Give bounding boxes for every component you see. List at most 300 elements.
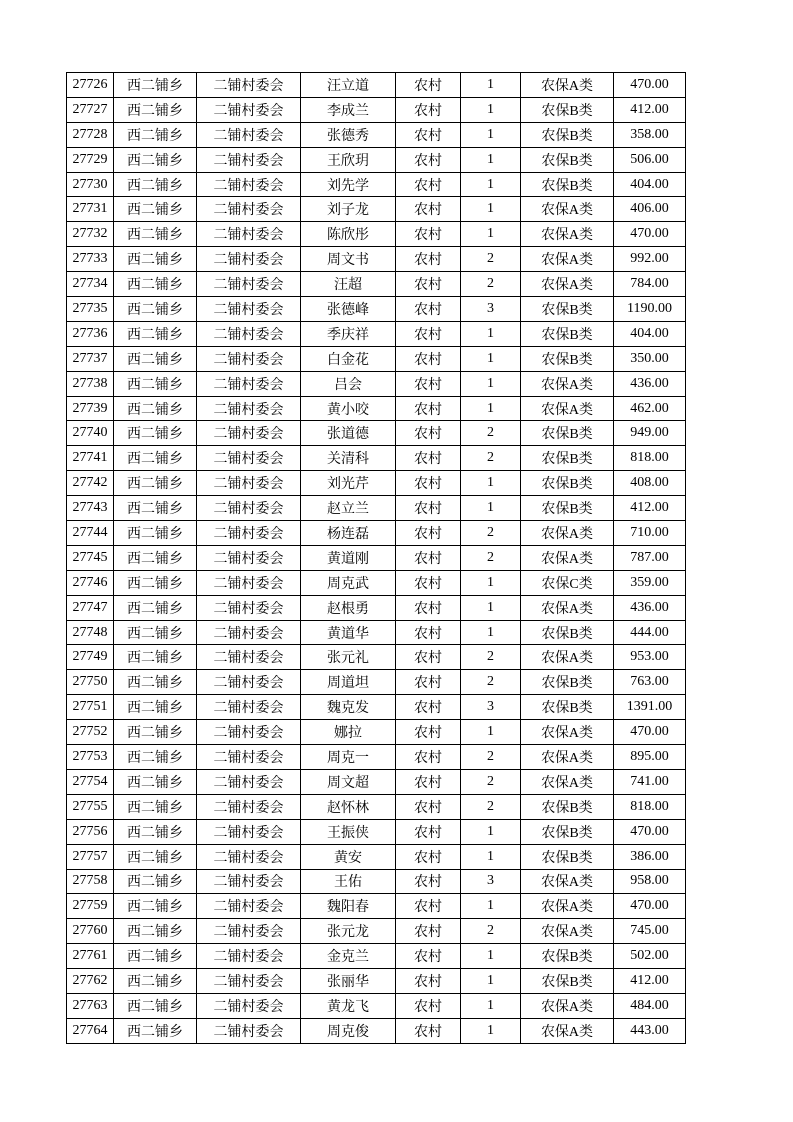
table-row <box>67 521 686 546</box>
cell-village-committee: 二铺村委会 <box>197 745 301 770</box>
cell-insurance-type: 农保A类 <box>521 869 614 894</box>
cell-township: 西二铺乡 <box>114 172 197 197</box>
cell-record-id: 27739 <box>67 396 114 421</box>
cell-person-name: 白金花 <box>301 346 396 371</box>
cell-person-name: 黄道华 <box>301 620 396 645</box>
cell-township: 西二铺乡 <box>114 894 197 919</box>
cell-record-id: 27731 <box>67 197 114 222</box>
cell-person-count: 1 <box>461 73 521 98</box>
cell-amount: 436.00 <box>614 371 686 396</box>
cell-village-committee: 二铺村委会 <box>197 1018 301 1043</box>
cell-insurance-type: 农保A类 <box>521 595 614 620</box>
cell-village-committee: 二铺村委会 <box>197 819 301 844</box>
cell-category: 农村 <box>396 496 461 521</box>
cell-category: 农村 <box>396 570 461 595</box>
cell-category: 农村 <box>396 73 461 98</box>
table-row <box>67 147 686 172</box>
cell-person-count: 1 <box>461 147 521 172</box>
cell-record-id: 27729 <box>67 147 114 172</box>
cell-person-count: 1 <box>461 172 521 197</box>
cell-record-id: 27735 <box>67 297 114 322</box>
cell-person-count: 1 <box>461 471 521 496</box>
table-row <box>67 620 686 645</box>
cell-category: 农村 <box>396 147 461 172</box>
cell-amount: 470.00 <box>614 73 686 98</box>
table-row <box>67 197 686 222</box>
cell-amount: 404.00 <box>614 321 686 346</box>
cell-village-committee: 二铺村委会 <box>197 421 301 446</box>
cell-amount: 818.00 <box>614 446 686 471</box>
table-row <box>67 346 686 371</box>
cell-category: 农村 <box>396 695 461 720</box>
cell-person-name: 张道德 <box>301 421 396 446</box>
cell-category: 农村 <box>396 745 461 770</box>
cell-amount: 444.00 <box>614 620 686 645</box>
cell-person-count: 1 <box>461 570 521 595</box>
cell-person-name: 周克俊 <box>301 1018 396 1043</box>
cell-category: 农村 <box>396 197 461 222</box>
cell-category: 农村 <box>396 272 461 297</box>
table-row <box>67 695 686 720</box>
cell-person-count: 2 <box>461 645 521 670</box>
cell-record-id: 27741 <box>67 446 114 471</box>
cell-record-id: 27732 <box>67 222 114 247</box>
cell-category: 农村 <box>396 844 461 869</box>
table-row <box>67 446 686 471</box>
cell-person-name: 娜拉 <box>301 720 396 745</box>
table-row <box>67 670 686 695</box>
cell-category: 农村 <box>396 595 461 620</box>
cell-record-id: 27764 <box>67 1018 114 1043</box>
cell-township: 西二铺乡 <box>114 421 197 446</box>
cell-township: 西二铺乡 <box>114 496 197 521</box>
cell-township: 西二铺乡 <box>114 521 197 546</box>
cell-insurance-type: 农保B类 <box>521 421 614 446</box>
cell-category: 农村 <box>396 396 461 421</box>
cell-record-id: 27743 <box>67 496 114 521</box>
cell-record-id: 27730 <box>67 172 114 197</box>
cell-person-name: 汪超 <box>301 272 396 297</box>
cell-insurance-type: 农保A类 <box>521 720 614 745</box>
cell-person-name: 刘子龙 <box>301 197 396 222</box>
table-body <box>67 73 686 1044</box>
cell-amount: 1391.00 <box>614 695 686 720</box>
cell-insurance-type: 农保A类 <box>521 222 614 247</box>
cell-record-id: 27737 <box>67 346 114 371</box>
cell-person-count: 1 <box>461 819 521 844</box>
cell-township: 西二铺乡 <box>114 471 197 496</box>
table-row <box>67 645 686 670</box>
cell-category: 农村 <box>396 919 461 944</box>
cell-township: 西二铺乡 <box>114 969 197 994</box>
cell-person-name: 张德秀 <box>301 122 396 147</box>
cell-township: 西二铺乡 <box>114 297 197 322</box>
cell-record-id: 27747 <box>67 595 114 620</box>
cell-township: 西二铺乡 <box>114 346 197 371</box>
cell-amount: 895.00 <box>614 745 686 770</box>
cell-village-committee: 二铺村委会 <box>197 595 301 620</box>
cell-insurance-type: 农保A类 <box>521 545 614 570</box>
cell-amount: 350.00 <box>614 346 686 371</box>
cell-township: 西二铺乡 <box>114 645 197 670</box>
cell-person-name: 周文超 <box>301 769 396 794</box>
cell-person-name: 李成兰 <box>301 97 396 122</box>
cell-person-name: 季庆祥 <box>301 321 396 346</box>
cell-village-committee: 二铺村委会 <box>197 545 301 570</box>
cell-record-id: 27759 <box>67 894 114 919</box>
cell-amount: 406.00 <box>614 197 686 222</box>
cell-amount: 710.00 <box>614 521 686 546</box>
cell-record-id: 27761 <box>67 944 114 969</box>
cell-amount: 470.00 <box>614 720 686 745</box>
cell-category: 农村 <box>396 97 461 122</box>
cell-person-name: 关清科 <box>301 446 396 471</box>
cell-amount: 436.00 <box>614 595 686 620</box>
cell-person-count: 1 <box>461 122 521 147</box>
pension-subsidy-table <box>66 72 686 1044</box>
cell-township: 西二铺乡 <box>114 794 197 819</box>
cell-township: 西二铺乡 <box>114 919 197 944</box>
cell-person-count: 1 <box>461 993 521 1018</box>
cell-category: 农村 <box>396 172 461 197</box>
cell-person-name: 吕会 <box>301 371 396 396</box>
cell-village-committee: 二铺村委会 <box>197 496 301 521</box>
cell-insurance-type: 农保B类 <box>521 794 614 819</box>
cell-village-committee: 二铺村委会 <box>197 97 301 122</box>
cell-township: 西二铺乡 <box>114 620 197 645</box>
cell-person-count: 1 <box>461 620 521 645</box>
cell-village-committee: 二铺村委会 <box>197 620 301 645</box>
cell-township: 西二铺乡 <box>114 247 197 272</box>
cell-category: 农村 <box>396 222 461 247</box>
cell-record-id: 27738 <box>67 371 114 396</box>
cell-person-count: 1 <box>461 371 521 396</box>
cell-person-count: 1 <box>461 894 521 919</box>
cell-person-name: 魏阳春 <box>301 894 396 919</box>
cell-person-name: 周克一 <box>301 745 396 770</box>
cell-category: 农村 <box>396 247 461 272</box>
cell-township: 西二铺乡 <box>114 446 197 471</box>
cell-record-id: 27750 <box>67 670 114 695</box>
cell-insurance-type: 农保B类 <box>521 695 614 720</box>
cell-insurance-type: 农保B类 <box>521 446 614 471</box>
cell-record-id: 27734 <box>67 272 114 297</box>
cell-record-id: 27752 <box>67 720 114 745</box>
cell-insurance-type: 农保B类 <box>521 944 614 969</box>
cell-insurance-type: 农保A类 <box>521 993 614 1018</box>
cell-category: 农村 <box>396 894 461 919</box>
cell-person-name: 赵立兰 <box>301 496 396 521</box>
cell-person-count: 2 <box>461 446 521 471</box>
cell-village-committee: 二铺村委会 <box>197 993 301 1018</box>
cell-insurance-type: 农保B类 <box>521 97 614 122</box>
table-row <box>67 720 686 745</box>
cell-township: 西二铺乡 <box>114 819 197 844</box>
table-row <box>67 471 686 496</box>
cell-amount: 787.00 <box>614 545 686 570</box>
cell-insurance-type: 农保A类 <box>521 272 614 297</box>
cell-township: 西二铺乡 <box>114 769 197 794</box>
cell-village-committee: 二铺村委会 <box>197 247 301 272</box>
cell-insurance-type: 农保C类 <box>521 570 614 595</box>
cell-record-id: 27758 <box>67 869 114 894</box>
cell-village-committee: 二铺村委会 <box>197 645 301 670</box>
table-row <box>67 794 686 819</box>
table-row <box>67 595 686 620</box>
cell-township: 西二铺乡 <box>114 97 197 122</box>
cell-amount: 470.00 <box>614 222 686 247</box>
table-row <box>67 745 686 770</box>
cell-insurance-type: 农保B类 <box>521 172 614 197</box>
cell-record-id: 27740 <box>67 421 114 446</box>
cell-person-count: 2 <box>461 272 521 297</box>
cell-insurance-type: 农保A类 <box>521 769 614 794</box>
cell-category: 农村 <box>396 720 461 745</box>
cell-person-name: 杨连磊 <box>301 521 396 546</box>
cell-amount: 470.00 <box>614 894 686 919</box>
cell-person-count: 1 <box>461 1018 521 1043</box>
cell-person-name: 汪立道 <box>301 73 396 98</box>
cell-person-count: 2 <box>461 247 521 272</box>
cell-township: 西二铺乡 <box>114 147 197 172</box>
cell-village-committee: 二铺村委会 <box>197 869 301 894</box>
cell-insurance-type: 农保A类 <box>521 645 614 670</box>
table-row <box>67 297 686 322</box>
cell-township: 西二铺乡 <box>114 595 197 620</box>
cell-insurance-type: 农保A类 <box>521 371 614 396</box>
cell-township: 西二铺乡 <box>114 545 197 570</box>
cell-village-committee: 二铺村委会 <box>197 794 301 819</box>
cell-category: 农村 <box>396 421 461 446</box>
cell-insurance-type: 农保B类 <box>521 496 614 521</box>
table-row <box>67 222 686 247</box>
cell-person-name: 张元龙 <box>301 919 396 944</box>
cell-category: 农村 <box>396 122 461 147</box>
cell-category: 农村 <box>396 944 461 969</box>
table-row <box>67 545 686 570</box>
cell-insurance-type: 农保B类 <box>521 670 614 695</box>
table-row <box>67 496 686 521</box>
cell-township: 西二铺乡 <box>114 720 197 745</box>
cell-village-committee: 二铺村委会 <box>197 446 301 471</box>
cell-insurance-type: 农保A类 <box>521 745 614 770</box>
cell-insurance-type: 农保B类 <box>521 297 614 322</box>
cell-insurance-type: 农保B类 <box>521 620 614 645</box>
cell-insurance-type: 农保B类 <box>521 844 614 869</box>
cell-category: 农村 <box>396 446 461 471</box>
cell-person-count: 1 <box>461 496 521 521</box>
cell-person-count: 1 <box>461 97 521 122</box>
table-row <box>67 894 686 919</box>
cell-amount: 958.00 <box>614 869 686 894</box>
cell-person-name: 刘光芹 <box>301 471 396 496</box>
cell-record-id: 27763 <box>67 993 114 1018</box>
table-row <box>67 819 686 844</box>
cell-village-committee: 二铺村委会 <box>197 695 301 720</box>
cell-village-committee: 二铺村委会 <box>197 969 301 994</box>
cell-category: 农村 <box>396 794 461 819</box>
cell-record-id: 27748 <box>67 620 114 645</box>
cell-village-committee: 二铺村委会 <box>197 321 301 346</box>
table-row <box>67 73 686 98</box>
cell-person-count: 1 <box>461 944 521 969</box>
table-row <box>67 570 686 595</box>
cell-person-count: 1 <box>461 321 521 346</box>
cell-village-committee: 二铺村委会 <box>197 197 301 222</box>
cell-village-committee: 二铺村委会 <box>197 147 301 172</box>
cell-record-id: 27744 <box>67 521 114 546</box>
table-row <box>67 396 686 421</box>
cell-person-name: 周道坦 <box>301 670 396 695</box>
cell-person-name: 陈欣彤 <box>301 222 396 247</box>
cell-person-name: 周克武 <box>301 570 396 595</box>
cell-person-name: 黄龙飞 <box>301 993 396 1018</box>
table-row <box>67 371 686 396</box>
cell-amount: 484.00 <box>614 993 686 1018</box>
cell-record-id: 27753 <box>67 745 114 770</box>
cell-amount: 443.00 <box>614 1018 686 1043</box>
cell-insurance-type: 农保A类 <box>521 894 614 919</box>
cell-person-count: 1 <box>461 396 521 421</box>
table-row <box>67 944 686 969</box>
cell-category: 农村 <box>396 620 461 645</box>
cell-amount: 953.00 <box>614 645 686 670</box>
cell-insurance-type: 农保B类 <box>521 969 614 994</box>
cell-village-committee: 二铺村委会 <box>197 521 301 546</box>
cell-village-committee: 二铺村委会 <box>197 471 301 496</box>
cell-village-committee: 二铺村委会 <box>197 297 301 322</box>
cell-township: 西二铺乡 <box>114 73 197 98</box>
cell-record-id: 27742 <box>67 471 114 496</box>
cell-insurance-type: 农保A类 <box>521 1018 614 1043</box>
cell-record-id: 27751 <box>67 695 114 720</box>
cell-person-name: 赵根勇 <box>301 595 396 620</box>
cell-amount: 992.00 <box>614 247 686 272</box>
table-row <box>67 421 686 446</box>
cell-person-count: 1 <box>461 969 521 994</box>
cell-person-count: 1 <box>461 720 521 745</box>
cell-category: 农村 <box>396 371 461 396</box>
cell-record-id: 27726 <box>67 73 114 98</box>
cell-record-id: 27762 <box>67 969 114 994</box>
cell-amount: 506.00 <box>614 147 686 172</box>
cell-record-id: 27754 <box>67 769 114 794</box>
cell-category: 农村 <box>396 1018 461 1043</box>
cell-village-committee: 二铺村委会 <box>197 172 301 197</box>
cell-category: 农村 <box>396 321 461 346</box>
cell-category: 农村 <box>396 645 461 670</box>
cell-township: 西二铺乡 <box>114 944 197 969</box>
cell-village-committee: 二铺村委会 <box>197 73 301 98</box>
cell-township: 西二铺乡 <box>114 222 197 247</box>
cell-person-count: 2 <box>461 670 521 695</box>
cell-amount: 359.00 <box>614 570 686 595</box>
cell-category: 农村 <box>396 869 461 894</box>
cell-record-id: 27756 <box>67 819 114 844</box>
cell-person-count: 2 <box>461 421 521 446</box>
table-row <box>67 97 686 122</box>
cell-person-name: 张德峰 <box>301 297 396 322</box>
cell-township: 西二铺乡 <box>114 122 197 147</box>
cell-amount: 745.00 <box>614 919 686 944</box>
cell-category: 农村 <box>396 969 461 994</box>
cell-person-count: 1 <box>461 197 521 222</box>
table-row <box>67 969 686 994</box>
cell-category: 农村 <box>396 521 461 546</box>
cell-village-committee: 二铺村委会 <box>197 844 301 869</box>
cell-category: 农村 <box>396 471 461 496</box>
cell-person-name: 金克兰 <box>301 944 396 969</box>
cell-township: 西二铺乡 <box>114 321 197 346</box>
cell-insurance-type: 农保B类 <box>521 471 614 496</box>
cell-record-id: 27728 <box>67 122 114 147</box>
table-row <box>67 272 686 297</box>
cell-amount: 1190.00 <box>614 297 686 322</box>
cell-insurance-type: 农保A类 <box>521 396 614 421</box>
cell-amount: 412.00 <box>614 496 686 521</box>
cell-record-id: 27745 <box>67 545 114 570</box>
cell-amount: 949.00 <box>614 421 686 446</box>
cell-category: 农村 <box>396 545 461 570</box>
cell-amount: 462.00 <box>614 396 686 421</box>
cell-insurance-type: 农保B类 <box>521 122 614 147</box>
cell-insurance-type: 农保B类 <box>521 819 614 844</box>
cell-insurance-type: 农保B类 <box>521 346 614 371</box>
cell-village-committee: 二铺村委会 <box>197 272 301 297</box>
cell-person-count: 2 <box>461 769 521 794</box>
cell-insurance-type: 农保A类 <box>521 247 614 272</box>
cell-person-name: 王佑 <box>301 869 396 894</box>
cell-township: 西二铺乡 <box>114 197 197 222</box>
cell-person-name: 王振侠 <box>301 819 396 844</box>
cell-township: 西二铺乡 <box>114 869 197 894</box>
cell-township: 西二铺乡 <box>114 371 197 396</box>
cell-category: 农村 <box>396 297 461 322</box>
cell-amount: 818.00 <box>614 794 686 819</box>
table-row <box>67 1018 686 1043</box>
cell-amount: 502.00 <box>614 944 686 969</box>
cell-person-count: 2 <box>461 794 521 819</box>
cell-village-committee: 二铺村委会 <box>197 919 301 944</box>
cell-person-name: 张丽华 <box>301 969 396 994</box>
cell-person-count: 3 <box>461 297 521 322</box>
cell-village-committee: 二铺村委会 <box>197 944 301 969</box>
cell-person-count: 1 <box>461 595 521 620</box>
cell-record-id: 27755 <box>67 794 114 819</box>
cell-record-id: 27733 <box>67 247 114 272</box>
cell-insurance-type: 农保A类 <box>521 919 614 944</box>
cell-insurance-type: 农保A类 <box>521 521 614 546</box>
cell-person-count: 2 <box>461 919 521 944</box>
cell-person-count: 1 <box>461 222 521 247</box>
table-row <box>67 919 686 944</box>
cell-person-name: 周文书 <box>301 247 396 272</box>
cell-person-name: 黄小咬 <box>301 396 396 421</box>
cell-person-count: 2 <box>461 545 521 570</box>
cell-village-committee: 二铺村委会 <box>197 222 301 247</box>
cell-person-count: 3 <box>461 869 521 894</box>
cell-record-id: 27757 <box>67 844 114 869</box>
cell-township: 西二铺乡 <box>114 695 197 720</box>
cell-record-id: 27736 <box>67 321 114 346</box>
cell-township: 西二铺乡 <box>114 993 197 1018</box>
cell-record-id: 27749 <box>67 645 114 670</box>
cell-record-id: 27760 <box>67 919 114 944</box>
table-row <box>67 247 686 272</box>
cell-village-committee: 二铺村委会 <box>197 570 301 595</box>
cell-category: 农村 <box>396 670 461 695</box>
cell-village-committee: 二铺村委会 <box>197 396 301 421</box>
